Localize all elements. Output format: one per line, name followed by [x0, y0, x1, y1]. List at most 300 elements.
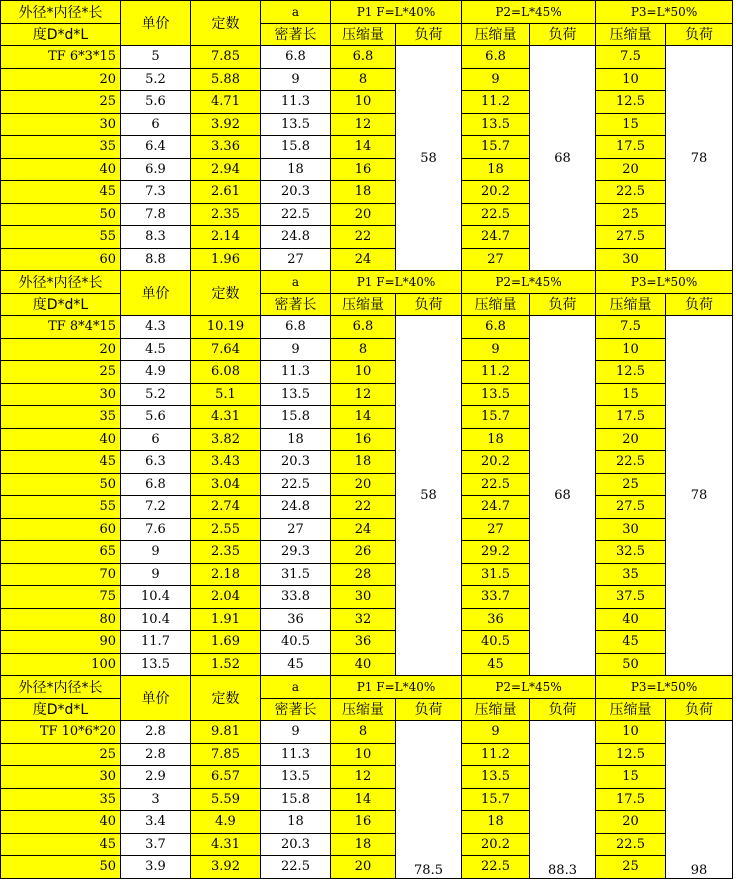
- fixed-count-cell: 10.19: [191, 316, 261, 339]
- unit-price-cell: 6.4: [121, 136, 191, 159]
- unit-price-header: 单价: [121, 676, 191, 721]
- p2-load-cell: 88.3: [530, 721, 596, 879]
- size-header-bottom: 度D*d*L: [1, 293, 121, 316]
- table-row: [1, 113, 733, 136]
- table-row: [1, 383, 733, 406]
- p2-compression-cell: 13.5: [462, 766, 530, 789]
- fixed-count-cell: 1.69: [191, 631, 261, 654]
- size-header-top: 外径*内径*长: [1, 1, 121, 24]
- p3-compression-cell: 35: [596, 563, 666, 586]
- p2-compression-cell: 9: [462, 338, 530, 361]
- p2-compression-cell: 24.7: [462, 226, 530, 249]
- unit-price-cell: 6.9: [121, 158, 191, 181]
- size-cell: 40: [1, 428, 121, 451]
- p3-compression-cell: 50: [596, 653, 666, 676]
- unit-price-cell: 8.8: [121, 248, 191, 271]
- p2-compression-cell: 45: [462, 653, 530, 676]
- p1-compression-cell: 32: [331, 608, 396, 631]
- p1-header: P1 F=L*40%: [331, 676, 462, 699]
- unit-price-cell: 4.5: [121, 338, 191, 361]
- solid-length-cell: 18: [261, 158, 331, 181]
- table-row: [1, 451, 733, 474]
- p3-header: P3=L*50%: [596, 676, 733, 699]
- header-row: [1, 23, 733, 46]
- table-row: [1, 203, 733, 226]
- p3-compression-cell: 17.5: [596, 406, 666, 429]
- unit-price-cell: 11.7: [121, 631, 191, 654]
- p3-compression-cell: 17.5: [596, 788, 666, 811]
- p3-load-cell: 78: [666, 316, 733, 676]
- p3-compression-cell: 22.5: [596, 181, 666, 204]
- unit-price-cell: 7.6: [121, 518, 191, 541]
- unit-price-cell: 4.3: [121, 316, 191, 339]
- solid-length-header: 密著长: [261, 698, 331, 721]
- solid-length-header: 密著长: [261, 23, 331, 46]
- p1-load-cell: 58: [396, 316, 462, 676]
- table-row: [1, 631, 733, 654]
- a-header: a: [261, 676, 331, 699]
- size-cell: 25: [1, 743, 121, 766]
- p2-header: P2=L*45%: [462, 1, 596, 24]
- table-row: [1, 46, 733, 69]
- fixed-count-header: 定数: [191, 676, 261, 721]
- p2-compression-cell: 6.8: [462, 316, 530, 339]
- unit-price-cell: 7.3: [121, 181, 191, 204]
- p3-compression-cell: 7.5: [596, 316, 666, 339]
- size-cell: 100: [1, 653, 121, 676]
- fixed-count-cell: 2.55: [191, 518, 261, 541]
- p2-header: P2=L*45%: [462, 676, 596, 699]
- p3-compression-cell: 12.5: [596, 361, 666, 384]
- header-row: [1, 698, 733, 721]
- fixed-count-cell: 1.52: [191, 653, 261, 676]
- solid-length-cell: 18: [261, 428, 331, 451]
- unit-price-cell: 7.2: [121, 496, 191, 519]
- fixed-count-cell: 2.18: [191, 563, 261, 586]
- p2-compression-cell: 11.2: [462, 91, 530, 114]
- p3-compression-cell: 7.5: [596, 46, 666, 69]
- fixed-count-cell: 2.74: [191, 496, 261, 519]
- unit-price-cell: 2.8: [121, 743, 191, 766]
- fixed-count-header: 定数: [191, 271, 261, 316]
- fixed-count-header: 定数: [191, 1, 261, 46]
- unit-price-cell: 13.5: [121, 653, 191, 676]
- p3-compression-cell: 15: [596, 113, 666, 136]
- table-row: [1, 248, 733, 271]
- unit-price-cell: 3: [121, 788, 191, 811]
- unit-price-cell: 10.4: [121, 586, 191, 609]
- p2-compression-cell: 18: [462, 428, 530, 451]
- p3-compression-header: 压缩量: [596, 293, 666, 316]
- p2-compression-cell: 15.7: [462, 136, 530, 159]
- solid-length-cell: 6.8: [261, 46, 331, 69]
- p3-compression-cell: 25: [596, 473, 666, 496]
- table-row: [1, 406, 733, 429]
- unit-price-cell: 6: [121, 428, 191, 451]
- p2-compression-cell: 20.2: [462, 181, 530, 204]
- p2-load-header: 负荷: [530, 698, 596, 721]
- fixed-count-cell: 4.31: [191, 406, 261, 429]
- size-cell: TF 6*3*15: [1, 46, 121, 69]
- p1-compression-cell: 10: [331, 91, 396, 114]
- p2-compression-cell: 33.7: [462, 586, 530, 609]
- fixed-count-cell: 9.81: [191, 721, 261, 744]
- p1-compression-cell: 22: [331, 226, 396, 249]
- unit-price-cell: 9: [121, 563, 191, 586]
- solid-length-cell: 11.3: [261, 361, 331, 384]
- unit-price-cell: 5.2: [121, 383, 191, 406]
- fixed-count-cell: 2.35: [191, 541, 261, 564]
- unit-price-cell: 4.9: [121, 361, 191, 384]
- p2-compression-cell: 24.7: [462, 496, 530, 519]
- unit-price-header: 单价: [121, 1, 191, 46]
- table-row: [1, 653, 733, 676]
- p1-compression-cell: 26: [331, 541, 396, 564]
- table-row: [1, 586, 733, 609]
- solid-length-cell: 20.3: [261, 451, 331, 474]
- p3-load-header: 负荷: [666, 698, 733, 721]
- table-row: [1, 811, 733, 834]
- unit-price-cell: 6.3: [121, 451, 191, 474]
- solid-length-cell: 11.3: [261, 91, 331, 114]
- p2-compression-cell: 27: [462, 518, 530, 541]
- p3-compression-cell: 17.5: [596, 136, 666, 159]
- size-cell: 30: [1, 113, 121, 136]
- fixed-count-cell: 7.85: [191, 743, 261, 766]
- p1-compression-cell: 16: [331, 428, 396, 451]
- p1-compression-cell: 24: [331, 248, 396, 271]
- p1-compression-cell: 14: [331, 136, 396, 159]
- p3-compression-cell: 22.5: [596, 451, 666, 474]
- table-row: [1, 361, 733, 384]
- p2-compression-cell: 18: [462, 158, 530, 181]
- p2-compression-cell: 22.5: [462, 856, 530, 879]
- p2-compression-cell: 9: [462, 68, 530, 91]
- p2-compression-cell: 40.5: [462, 631, 530, 654]
- solid-length-cell: 40.5: [261, 631, 331, 654]
- fixed-count-cell: 3.04: [191, 473, 261, 496]
- solid-length-cell: 20.3: [261, 833, 331, 856]
- size-cell: 65: [1, 541, 121, 564]
- size-cell: 55: [1, 496, 121, 519]
- size-cell: 45: [1, 451, 121, 474]
- p2-compression-cell: 18: [462, 811, 530, 834]
- solid-length-cell: 6.8: [261, 316, 331, 339]
- size-cell: 35: [1, 136, 121, 159]
- solid-length-cell: 24.8: [261, 226, 331, 249]
- p1-compression-cell: 6.8: [331, 46, 396, 69]
- table-row: [1, 518, 733, 541]
- p3-compression-cell: 22.5: [596, 833, 666, 856]
- p1-compression-cell: 20: [331, 473, 396, 496]
- table-row: [1, 68, 733, 91]
- fixed-count-cell: 5.59: [191, 788, 261, 811]
- fixed-count-cell: 7.64: [191, 338, 261, 361]
- p1-compression-header: 压缩量: [331, 23, 396, 46]
- p1-compression-cell: 10: [331, 361, 396, 384]
- table-row: [1, 338, 733, 361]
- p1-compression-cell: 10: [331, 743, 396, 766]
- fixed-count-cell: 1.96: [191, 248, 261, 271]
- p3-compression-cell: 30: [596, 248, 666, 271]
- table-row: [1, 788, 733, 811]
- a-header: a: [261, 271, 331, 294]
- p1-compression-cell: 36: [331, 631, 396, 654]
- size-cell: 50: [1, 473, 121, 496]
- p1-compression-cell: 18: [331, 181, 396, 204]
- p1-compression-cell: 18: [331, 451, 396, 474]
- p3-compression-cell: 12.5: [596, 91, 666, 114]
- size-cell: TF 8*4*15: [1, 316, 121, 339]
- p2-compression-cell: 27: [462, 248, 530, 271]
- size-cell: 60: [1, 248, 121, 271]
- p1-load-cell: 58: [396, 46, 462, 271]
- p2-compression-cell: 6.8: [462, 46, 530, 69]
- p1-compression-cell: 18: [331, 833, 396, 856]
- p1-compression-cell: 22: [331, 496, 396, 519]
- fixed-count-cell: 4.31: [191, 833, 261, 856]
- p1-compression-header: 压缩量: [331, 293, 396, 316]
- p1-compression-cell: 14: [331, 406, 396, 429]
- unit-price-cell: 3.9: [121, 856, 191, 879]
- solid-length-cell: 18: [261, 811, 331, 834]
- p1-compression-cell: 40: [331, 653, 396, 676]
- p1-load-header: 负荷: [396, 698, 462, 721]
- p1-header: P1 F=L*40%: [331, 271, 462, 294]
- fixed-count-cell: 7.85: [191, 46, 261, 69]
- p1-compression-cell: 28: [331, 563, 396, 586]
- p1-compression-header: 压缩量: [331, 698, 396, 721]
- fixed-count-cell: 4.71: [191, 91, 261, 114]
- fixed-count-cell: 6.08: [191, 361, 261, 384]
- table-row: [1, 496, 733, 519]
- p3-compression-cell: 40: [596, 608, 666, 631]
- size-cell: 60: [1, 518, 121, 541]
- p3-load-header: 负荷: [666, 293, 733, 316]
- table-row: [1, 563, 733, 586]
- p3-compression-cell: 37.5: [596, 586, 666, 609]
- header-row: [1, 676, 733, 699]
- unit-price-cell: 5: [121, 46, 191, 69]
- unit-price-cell: 5.6: [121, 406, 191, 429]
- fixed-count-cell: 3.92: [191, 856, 261, 879]
- solid-length-cell: 31.5: [261, 563, 331, 586]
- fixed-count-cell: 4.9: [191, 811, 261, 834]
- solid-length-cell: 27: [261, 248, 331, 271]
- solid-length-cell: 45: [261, 653, 331, 676]
- p1-load-header: 负荷: [396, 23, 462, 46]
- size-cell: 20: [1, 68, 121, 91]
- p2-compression-cell: 11.2: [462, 743, 530, 766]
- header-row: [1, 293, 733, 316]
- unit-price-cell: 3.7: [121, 833, 191, 856]
- solid-length-cell: 29.3: [261, 541, 331, 564]
- unit-price-cell: 5.2: [121, 68, 191, 91]
- p2-compression-cell: 15.7: [462, 406, 530, 429]
- table-row: [1, 473, 733, 496]
- fixed-count-cell: 3.82: [191, 428, 261, 451]
- header-row: [1, 271, 733, 294]
- solid-length-cell: 9: [261, 338, 331, 361]
- table-row: [1, 541, 733, 564]
- p3-header: P3=L*50%: [596, 1, 733, 24]
- fixed-count-cell: 2.35: [191, 203, 261, 226]
- p2-compression-cell: 11.2: [462, 361, 530, 384]
- fixed-count-cell: 3.36: [191, 136, 261, 159]
- solid-length-cell: 15.8: [261, 406, 331, 429]
- p1-compression-cell: 8: [331, 68, 396, 91]
- p3-load-cell: 78: [666, 46, 733, 271]
- p3-compression-cell: 45: [596, 631, 666, 654]
- p2-compression-cell: 36: [462, 608, 530, 631]
- size-cell: 80: [1, 608, 121, 631]
- table-row: [1, 316, 733, 339]
- unit-price-cell: 8.3: [121, 226, 191, 249]
- p3-compression-cell: 27.5: [596, 496, 666, 519]
- p2-load-cell: 68: [530, 46, 596, 271]
- table-row: [1, 181, 733, 204]
- solid-length-cell: 27: [261, 518, 331, 541]
- p3-compression-cell: 20: [596, 811, 666, 834]
- solid-length-cell: 22.5: [261, 203, 331, 226]
- size-header-bottom: 度D*d*L: [1, 698, 121, 721]
- size-cell: 20: [1, 338, 121, 361]
- p1-compression-cell: 12: [331, 113, 396, 136]
- p2-compression-cell: 13.5: [462, 383, 530, 406]
- p1-compression-cell: 14: [331, 788, 396, 811]
- table-row: [1, 91, 733, 114]
- p2-load-header: 负荷: [530, 23, 596, 46]
- p3-compression-cell: 10: [596, 721, 666, 744]
- p3-compression-cell: 10: [596, 68, 666, 91]
- size-cell: 25: [1, 91, 121, 114]
- p2-compression-header: 压缩量: [462, 293, 530, 316]
- size-cell: 90: [1, 631, 121, 654]
- solid-length-cell: 9: [261, 721, 331, 744]
- fixed-count-cell: 6.57: [191, 766, 261, 789]
- p3-compression-cell: 12.5: [596, 743, 666, 766]
- p2-compression-header: 压缩量: [462, 23, 530, 46]
- size-cell: 30: [1, 766, 121, 789]
- p1-compression-cell: 30: [331, 586, 396, 609]
- p3-compression-cell: 30: [596, 518, 666, 541]
- solid-length-cell: 36: [261, 608, 331, 631]
- unit-price-cell: 2.8: [121, 721, 191, 744]
- fixed-count-cell: 5.88: [191, 68, 261, 91]
- solid-length-header: 密著长: [261, 293, 331, 316]
- p2-load-cell: 68: [530, 316, 596, 676]
- size-cell: 45: [1, 181, 121, 204]
- size-cell: 50: [1, 856, 121, 879]
- p2-compression-cell: 20.2: [462, 451, 530, 474]
- size-cell: 25: [1, 361, 121, 384]
- solid-length-cell: 13.5: [261, 766, 331, 789]
- size-cell: 50: [1, 203, 121, 226]
- unit-price-cell: 7.8: [121, 203, 191, 226]
- size-cell: TF 10*6*20: [1, 721, 121, 744]
- table-row: [1, 608, 733, 631]
- size-cell: 55: [1, 226, 121, 249]
- fixed-count-cell: 2.94: [191, 158, 261, 181]
- table-row: [1, 721, 733, 744]
- p1-compression-cell: 6.8: [331, 316, 396, 339]
- solid-length-cell: 24.8: [261, 496, 331, 519]
- unit-price-header: 单价: [121, 271, 191, 316]
- fixed-count-cell: 2.61: [191, 181, 261, 204]
- size-cell: 30: [1, 383, 121, 406]
- table-row: [1, 226, 733, 249]
- size-cell: 35: [1, 406, 121, 429]
- unit-price-cell: 3.4: [121, 811, 191, 834]
- unit-price-cell: 6: [121, 113, 191, 136]
- table-row: [1, 766, 733, 789]
- p1-compression-cell: 16: [331, 158, 396, 181]
- p3-compression-header: 压缩量: [596, 698, 666, 721]
- table-row: [1, 743, 733, 766]
- table-row: [1, 833, 733, 856]
- p1-load-header: 负荷: [396, 293, 462, 316]
- table-row: [1, 136, 733, 159]
- table-body: [1, 1, 733, 879]
- p3-compression-cell: 20: [596, 428, 666, 451]
- p3-compression-cell: 25: [596, 856, 666, 879]
- p3-compression-cell: 15: [596, 383, 666, 406]
- fixed-count-cell: 3.43: [191, 451, 261, 474]
- solid-length-cell: 13.5: [261, 113, 331, 136]
- fixed-count-cell: 2.04: [191, 586, 261, 609]
- p3-compression-cell: 10: [596, 338, 666, 361]
- p1-load-cell: 78.5: [396, 721, 462, 879]
- p1-compression-cell: 12: [331, 383, 396, 406]
- solid-length-cell: 11.3: [261, 743, 331, 766]
- unit-price-cell: 9: [121, 541, 191, 564]
- p2-compression-cell: 9: [462, 721, 530, 744]
- unit-price-cell: 6.8: [121, 473, 191, 496]
- unit-price-cell: 2.9: [121, 766, 191, 789]
- solid-length-cell: 20.3: [261, 181, 331, 204]
- solid-length-cell: 22.5: [261, 856, 331, 879]
- size-header-top: 外径*内径*长: [1, 676, 121, 699]
- p3-compression-cell: 15: [596, 766, 666, 789]
- p2-load-header: 负荷: [530, 293, 596, 316]
- fixed-count-cell: 2.14: [191, 226, 261, 249]
- fixed-count-cell: 5.1: [191, 383, 261, 406]
- p1-compression-cell: 8: [331, 721, 396, 744]
- solid-length-cell: 13.5: [261, 383, 331, 406]
- p3-load-header: 负荷: [666, 23, 733, 46]
- p3-compression-cell: 27.5: [596, 226, 666, 249]
- a-header: a: [261, 1, 331, 24]
- solid-length-cell: 15.8: [261, 788, 331, 811]
- size-cell: 35: [1, 788, 121, 811]
- p3-compression-cell: 20: [596, 158, 666, 181]
- p1-compression-cell: 8: [331, 338, 396, 361]
- table-row: [1, 856, 733, 879]
- fixed-count-cell: 3.92: [191, 113, 261, 136]
- p2-compression-header: 压缩量: [462, 698, 530, 721]
- header-row: [1, 1, 733, 24]
- p2-compression-cell: 22.5: [462, 473, 530, 496]
- solid-length-cell: 22.5: [261, 473, 331, 496]
- p2-compression-cell: 15.7: [462, 788, 530, 811]
- fixed-count-cell: 1.91: [191, 608, 261, 631]
- unit-price-cell: 10.4: [121, 608, 191, 631]
- p3-header: P3=L*50%: [596, 271, 733, 294]
- size-cell: 45: [1, 833, 121, 856]
- solid-length-cell: 9: [261, 68, 331, 91]
- p2-compression-cell: 20.2: [462, 833, 530, 856]
- p1-compression-cell: 16: [331, 811, 396, 834]
